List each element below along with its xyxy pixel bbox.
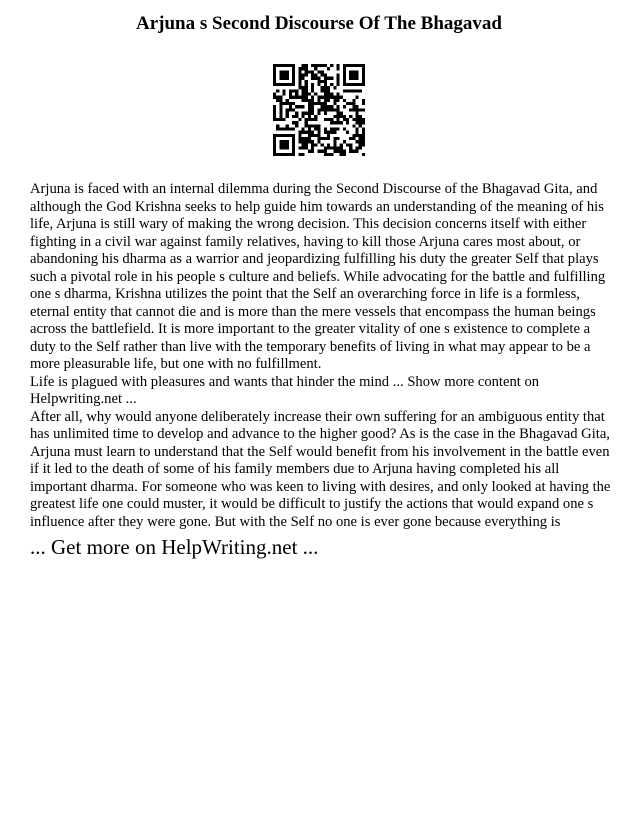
body-paragraph-2: Life is plagued with pleasures and wants that hinder the mind ... Show more content on Helpwriting.net ... [30, 373, 540, 407]
body-paragraph-3: After all, why would anyone deliberately increase their own suffering for an ambiguous entity that has unlimited time to develop and advance to the higher good? As is the case in the Bhagavad Gita, Arjuna must learn to understand that the Self would benefit from his involvement in the battle even if it led to the death of some of his family members due to Arjuna having completed his all important dharma. For someone who was keen to living with desires, and only looked at having the greatest life one could muster, it would be difficult to justify the actions that would expand one s influence after they were gone. But with the Self no one is ever gone because everything is [30, 408, 611, 530]
get-more-link[interactable]: ... Get more on HelpWriting.net ... [30, 535, 319, 559]
document-title: Arjuna s Second Discourse Of The Bhagavad [136, 13, 502, 34]
document-body [30, 181, 612, 531]
body-paragraph-1: Arjuna is faced with an internal dilemma during the Second Discourse of the Bhagavad Gita, and although the God Krishna seeks to help guide him towards an understanding of the meaning of his life, Arjuna is still wary of making the wrong decision. This decision concerns itself with either fighting in a civil war against family relatives, having to kill those Arjuna cares most about, or abandoning his dharma as a warrior and jeopardizing fulfilling his duty the greater Self that plays such a pivotal role in his people s culture and beliefs. While advocating for the battle and fulfilling one s dharma, Krishna utilizes the point that the Self an overarching force in life is a formless, eternal entity that cannot die and is more than the mere vessels that encompass the human beings across the battlefield. It is more important to the greater vitality of one s existence to complete a duty to the Self rather than live with the temporary benefits of living in what may appear to be a more pleasurable life, but one with no fulfillment. [30, 181, 606, 372]
qr-code-icon [273, 64, 365, 156]
